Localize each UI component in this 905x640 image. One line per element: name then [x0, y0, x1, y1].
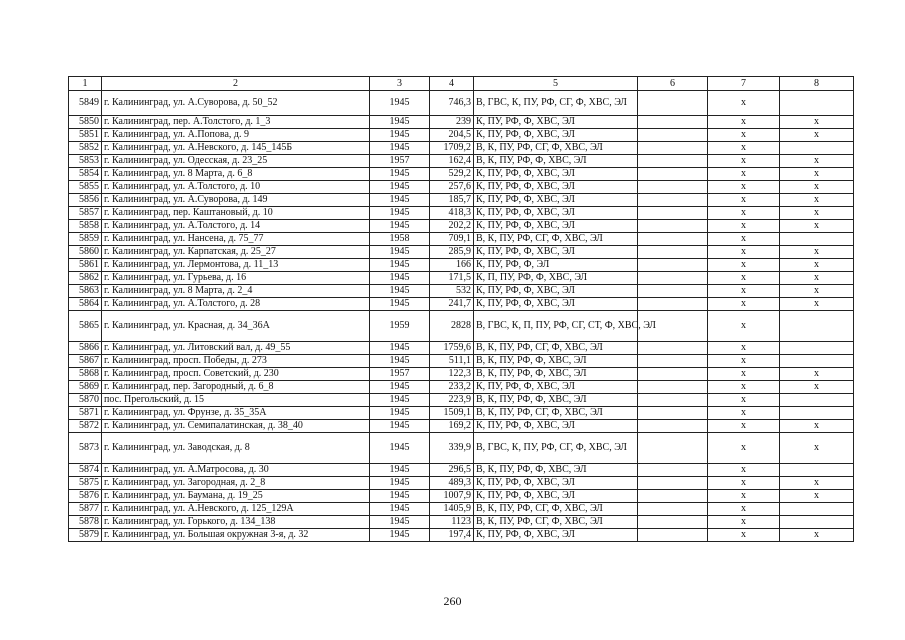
systems-cell: К, ПУ, РФ, Ф, ХВС, ЭЛ [474, 529, 638, 542]
col8-cell [780, 355, 854, 368]
table-row [69, 272, 854, 285]
area-cell: 1405,9 [430, 503, 474, 516]
col8-cell [780, 142, 854, 155]
row-number: 5864 [69, 298, 102, 311]
area-cell: 2828 [430, 311, 474, 342]
year-cell: 1945 [370, 142, 430, 155]
header-row [69, 77, 854, 91]
col6-cell [638, 91, 708, 116]
address-cell: г. Калининград, ул. А.Толстого, д. 14 [102, 220, 370, 233]
col8-cell: х [780, 272, 854, 285]
area-cell: 171,5 [430, 272, 474, 285]
year-cell: 1957 [370, 368, 430, 381]
systems-cell: К, ПУ, РФ, Ф, ХВС, ЭЛ [474, 246, 638, 259]
address-cell: г. Калининград, ул. Семипалатинская, д. 38_40 [102, 420, 370, 433]
year-cell: 1945 [370, 490, 430, 503]
systems-cell: К, ПУ, РФ, Ф, ХВС, ЭЛ [474, 285, 638, 298]
systems-cell: В, К, ПУ, РФ, Ф, ХВС, ЭЛ [474, 368, 638, 381]
col7-cell: х [708, 155, 780, 168]
systems-cell: В, К, ПУ, РФ, СГ, Ф, ХВС, ЭЛ [474, 142, 638, 155]
year-cell: 1945 [370, 207, 430, 220]
area-cell: 122,3 [430, 368, 474, 381]
col7-cell: х [708, 433, 780, 464]
col7-cell: х [708, 91, 780, 116]
col8-cell: х [780, 368, 854, 381]
address-cell: г. Калининград, ул. Красная, д. 34_36А [102, 311, 370, 342]
row-number: 5874 [69, 464, 102, 477]
col7-cell: х [708, 381, 780, 394]
col8-cell: х [780, 116, 854, 129]
col7-cell: х [708, 207, 780, 220]
col6-cell [638, 181, 708, 194]
table-row [69, 490, 854, 503]
col8-cell: х [780, 381, 854, 394]
systems-cell: В, К, ПУ, РФ, СГ, Ф, ХВС, ЭЛ [474, 516, 638, 529]
address-cell: г. Калининград, ул. А.Матросова, д. 30 [102, 464, 370, 477]
area-cell: 239 [430, 116, 474, 129]
systems-cell: В, К, ПУ, РФ, Ф, ХВС, ЭЛ [474, 155, 638, 168]
col8-cell: х [780, 246, 854, 259]
row-number: 5871 [69, 407, 102, 420]
year-cell: 1945 [370, 342, 430, 355]
col6-cell [638, 503, 708, 516]
table-row [69, 181, 854, 194]
address-cell: г. Калининград, ул. А.Попова, д. 9 [102, 129, 370, 142]
systems-cell: В, К, ПУ, РФ, Ф, ХВС, ЭЛ [474, 464, 638, 477]
year-cell: 1945 [370, 116, 430, 129]
address-cell: г. Калининград, ул. А.Невского, д. 125_129А [102, 503, 370, 516]
area-cell: 197,4 [430, 529, 474, 542]
col7-cell: х [708, 220, 780, 233]
address-cell: г. Калининград, ул. Баумана, д. 19_25 [102, 490, 370, 503]
table-row [69, 298, 854, 311]
col6-cell [638, 233, 708, 246]
table-row [69, 207, 854, 220]
row-number: 5868 [69, 368, 102, 381]
row-number: 5856 [69, 194, 102, 207]
col8-cell: х [780, 129, 854, 142]
row-number: 5877 [69, 503, 102, 516]
row-number: 5860 [69, 246, 102, 259]
col6-cell [638, 220, 708, 233]
col7-cell: х [708, 168, 780, 181]
area-cell: 204,5 [430, 129, 474, 142]
area-cell: 169,2 [430, 420, 474, 433]
col8-cell [780, 91, 854, 116]
col8-cell: х [780, 490, 854, 503]
table-row [69, 194, 854, 207]
col6-cell [638, 529, 708, 542]
year-cell: 1945 [370, 129, 430, 142]
table-row [69, 503, 854, 516]
systems-cell: К, ПУ, РФ, Ф, ХВС, ЭЛ [474, 194, 638, 207]
year-cell: 1945 [370, 477, 430, 490]
address-cell: пос. Прегольский, д. 15 [102, 394, 370, 407]
year-cell: 1945 [370, 220, 430, 233]
row-number: 5866 [69, 342, 102, 355]
area-cell: 1759,6 [430, 342, 474, 355]
row-number: 5878 [69, 516, 102, 529]
address-cell: г. Калининград, ул. Одесская, д. 23_25 [102, 155, 370, 168]
systems-cell: К, ПУ, РФ, Ф, ХВС, ЭЛ [474, 490, 638, 503]
area-cell: 511,1 [430, 355, 474, 368]
col-header-1: 1 [69, 77, 102, 91]
col6-cell [638, 272, 708, 285]
table-row [69, 116, 854, 129]
table-row [69, 155, 854, 168]
col8-cell [780, 464, 854, 477]
systems-cell: К, ПУ, РФ, Ф, ХВС, ЭЛ [474, 381, 638, 394]
col-header-2: 2 [102, 77, 370, 91]
col8-cell: х [780, 285, 854, 298]
col6-cell [638, 355, 708, 368]
col6-cell [638, 477, 708, 490]
area-cell: 529,2 [430, 168, 474, 181]
area-cell: 162,4 [430, 155, 474, 168]
year-cell: 1945 [370, 181, 430, 194]
address-cell: г. Калининград, ул. Литовский вал, д. 49_55 [102, 342, 370, 355]
year-cell: 1945 [370, 381, 430, 394]
area-cell: 296,5 [430, 464, 474, 477]
col8-cell [780, 342, 854, 355]
table-row [69, 246, 854, 259]
table-row [69, 259, 854, 272]
address-cell: г. Калининград, просп. Победы, д. 273 [102, 355, 370, 368]
address-cell: г. Калининград, ул. 8 Марта, д. 2_4 [102, 285, 370, 298]
area-cell: 1123 [430, 516, 474, 529]
col6-cell [638, 142, 708, 155]
col7-cell: х [708, 490, 780, 503]
row-number: 5859 [69, 233, 102, 246]
systems-cell: В, К, ПУ, РФ, СГ, Ф, ХВС, ЭЛ [474, 233, 638, 246]
col8-cell: х [780, 168, 854, 181]
systems-cell: В, К, ПУ, РФ, Ф, ХВС, ЭЛ [474, 394, 638, 407]
year-cell: 1945 [370, 407, 430, 420]
systems-cell: В, ГВС, К, ПУ, РФ, СГ, Ф, ХВС, ЭЛ [474, 433, 638, 464]
col6-cell [638, 433, 708, 464]
row-number: 5854 [69, 168, 102, 181]
register-table [68, 76, 854, 542]
area-cell: 202,2 [430, 220, 474, 233]
col7-cell: х [708, 355, 780, 368]
col8-cell [780, 233, 854, 246]
col6-cell [638, 368, 708, 381]
col7-cell: х [708, 368, 780, 381]
address-cell: г. Калининград, пер. Загородный, д. 6_8 [102, 381, 370, 394]
col-header-4: 4 [430, 77, 474, 91]
table-row [69, 355, 854, 368]
area-cell: 285,9 [430, 246, 474, 259]
row-number: 5851 [69, 129, 102, 142]
address-cell: г. Калининград, ул. Загородная, д. 2_8 [102, 477, 370, 490]
row-number: 5855 [69, 181, 102, 194]
col7-cell: х [708, 233, 780, 246]
col8-cell: х [780, 420, 854, 433]
col7-cell: х [708, 311, 780, 342]
year-cell: 1945 [370, 503, 430, 516]
col8-cell: х [780, 298, 854, 311]
row-number: 5875 [69, 477, 102, 490]
row-number: 5865 [69, 311, 102, 342]
row-number: 5853 [69, 155, 102, 168]
col6-cell [638, 464, 708, 477]
col6-cell [638, 116, 708, 129]
row-number: 5863 [69, 285, 102, 298]
row-number: 5858 [69, 220, 102, 233]
systems-cell: К, ПУ, РФ, Ф, ХВС, ЭЛ [474, 420, 638, 433]
systems-cell: В, К, ПУ, РФ, СГ, Ф, ХВС, ЭЛ [474, 342, 638, 355]
col8-cell [780, 516, 854, 529]
col8-cell: х [780, 220, 854, 233]
area-cell: 1007,9 [430, 490, 474, 503]
address-cell: г. Калининград, ул. Гурьева, д. 16 [102, 272, 370, 285]
col6-cell [638, 168, 708, 181]
table-row [69, 368, 854, 381]
year-cell: 1945 [370, 259, 430, 272]
table-row [69, 407, 854, 420]
row-number: 5867 [69, 355, 102, 368]
systems-cell: К, ПУ, РФ, Ф, ХВС, ЭЛ [474, 477, 638, 490]
col6-cell [638, 259, 708, 272]
year-cell: 1945 [370, 516, 430, 529]
area-cell: 1509,1 [430, 407, 474, 420]
col7-cell: х [708, 516, 780, 529]
address-cell: г. Калининград, пер. А.Толстого, д. 1_3 [102, 116, 370, 129]
col6-cell [638, 129, 708, 142]
table-row [69, 129, 854, 142]
table-row [69, 142, 854, 155]
row-number: 5876 [69, 490, 102, 503]
col6-cell [638, 516, 708, 529]
address-cell: г. Калининград, ул. А.Толстого, д. 10 [102, 181, 370, 194]
address-cell: г. Калининград, ул. Большая окружная 3-я, д. 32 [102, 529, 370, 542]
address-cell: г. Калининград, ул. А.Суворова, д. 50_52 [102, 91, 370, 116]
year-cell: 1945 [370, 194, 430, 207]
systems-cell: В, К, ПУ, РФ, СГ, Ф, ХВС, ЭЛ [474, 407, 638, 420]
table-row [69, 394, 854, 407]
address-cell: г. Калининград, ул. Заводская, д. 8 [102, 433, 370, 464]
table-row [69, 91, 854, 116]
col7-cell: х [708, 477, 780, 490]
col-header-7: 7 [708, 77, 780, 91]
col7-cell: х [708, 464, 780, 477]
col6-cell [638, 207, 708, 220]
year-cell: 1945 [370, 285, 430, 298]
col6-cell [638, 381, 708, 394]
systems-cell: В, К, ПУ, РФ, СГ, Ф, ХВС, ЭЛ [474, 503, 638, 516]
year-cell: 1959 [370, 311, 430, 342]
area-cell: 257,6 [430, 181, 474, 194]
col7-cell: х [708, 407, 780, 420]
systems-cell: К, ПУ, РФ, Ф, ХВС, ЭЛ [474, 168, 638, 181]
col8-cell: х [780, 194, 854, 207]
area-cell: 185,7 [430, 194, 474, 207]
col-header-5: 5 [474, 77, 638, 91]
area-cell: 489,3 [430, 477, 474, 490]
year-cell: 1945 [370, 168, 430, 181]
col7-cell: х [708, 503, 780, 516]
col7-cell: х [708, 394, 780, 407]
page-number: 260 [443, 594, 462, 608]
year-cell: 1945 [370, 529, 430, 542]
col7-cell: х [708, 116, 780, 129]
col8-cell [780, 503, 854, 516]
row-number: 5873 [69, 433, 102, 464]
row-number: 5869 [69, 381, 102, 394]
col7-cell: х [708, 272, 780, 285]
systems-cell: К, ПУ, РФ, Ф, ХВС, ЭЛ [474, 129, 638, 142]
col-header-6: 6 [638, 77, 708, 91]
address-cell: г. Калининград, ул. Горького, д. 134_138 [102, 516, 370, 529]
systems-cell: К, ПУ, РФ, Ф, ХВС, ЭЛ [474, 116, 638, 129]
year-cell: 1945 [370, 355, 430, 368]
col7-cell: х [708, 246, 780, 259]
table-row [69, 516, 854, 529]
year-cell: 1957 [370, 155, 430, 168]
area-cell: 532 [430, 285, 474, 298]
year-cell: 1945 [370, 91, 430, 116]
table-row [69, 220, 854, 233]
year-cell: 1945 [370, 246, 430, 259]
table-row [69, 433, 854, 464]
systems-cell: К, ПУ, РФ, Ф, ХВС, ЭЛ [474, 181, 638, 194]
area-cell: 241,7 [430, 298, 474, 311]
address-cell: г. Калининград, ул. А.Толстого, д. 28 [102, 298, 370, 311]
area-cell: 339,9 [430, 433, 474, 464]
col6-cell [638, 194, 708, 207]
systems-cell: В, ГВС, К, П, ПУ, РФ, СГ, СТ, Ф, ХВС, ЭЛ [474, 311, 638, 342]
col7-cell: х [708, 142, 780, 155]
row-number: 5861 [69, 259, 102, 272]
area-cell: 418,3 [430, 207, 474, 220]
col6-cell [638, 407, 708, 420]
address-cell: г. Калининград, ул. Фрунзе, д. 35_35А [102, 407, 370, 420]
col7-cell: х [708, 129, 780, 142]
col6-cell [638, 394, 708, 407]
col8-cell: х [780, 207, 854, 220]
year-cell: 1958 [370, 233, 430, 246]
table-row [69, 233, 854, 246]
address-cell: г. Калининград, ул. Нансена, д. 75_77 [102, 233, 370, 246]
table-row [69, 529, 854, 542]
col8-cell: х [780, 181, 854, 194]
col8-cell [780, 311, 854, 342]
col8-cell [780, 394, 854, 407]
year-cell: 1945 [370, 464, 430, 477]
year-cell: 1945 [370, 433, 430, 464]
col8-cell: х [780, 529, 854, 542]
row-number: 5879 [69, 529, 102, 542]
row-number: 5870 [69, 394, 102, 407]
systems-cell: В, ГВС, К, ПУ, РФ, СГ, Ф, ХВС, ЭЛ [474, 91, 638, 116]
area-cell: 746,3 [430, 91, 474, 116]
col-header-8: 8 [780, 77, 854, 91]
table-row [69, 464, 854, 477]
col6-cell [638, 342, 708, 355]
address-cell: г. Калининград, ул. 8 Марта, д. 6_8 [102, 168, 370, 181]
area-cell: 1709,2 [430, 142, 474, 155]
col6-cell [638, 298, 708, 311]
year-cell: 1945 [370, 394, 430, 407]
col7-cell: х [708, 285, 780, 298]
year-cell: 1945 [370, 420, 430, 433]
col-header-3: 3 [370, 77, 430, 91]
address-cell: г. Калининград, пер. Каштановый, д. 10 [102, 207, 370, 220]
systems-cell: В, К, ПУ, РФ, Ф, ХВС, ЭЛ [474, 355, 638, 368]
col6-cell [638, 490, 708, 503]
systems-cell: К, ПУ, РФ, Ф, ХВС, ЭЛ [474, 298, 638, 311]
table-row [69, 477, 854, 490]
row-number: 5849 [69, 91, 102, 116]
table-row [69, 311, 854, 342]
col7-cell: х [708, 259, 780, 272]
col8-cell [780, 407, 854, 420]
table-row [69, 381, 854, 394]
col7-cell: х [708, 181, 780, 194]
col8-cell: х [780, 477, 854, 490]
table-row [69, 168, 854, 181]
col6-cell [638, 285, 708, 298]
col7-cell: х [708, 298, 780, 311]
systems-cell: К, ПУ, РФ, Ф, ЭЛ [474, 259, 638, 272]
address-cell: г. Калининград, ул. Карпатская, д. 25_27 [102, 246, 370, 259]
row-number: 5872 [69, 420, 102, 433]
row-number: 5862 [69, 272, 102, 285]
systems-cell: К, П, ПУ, РФ, Ф, ХВС, ЭЛ [474, 272, 638, 285]
area-cell: 233,2 [430, 381, 474, 394]
row-number: 5850 [69, 116, 102, 129]
col6-cell [638, 246, 708, 259]
table-row [69, 342, 854, 355]
systems-cell: К, ПУ, РФ, Ф, ХВС, ЭЛ [474, 220, 638, 233]
address-cell: г. Калининград, ул. Лермонтова, д. 11_13 [102, 259, 370, 272]
address-cell: г. Калининград, ул. А.Суворова, д. 149 [102, 194, 370, 207]
area-cell: 709,1 [430, 233, 474, 246]
col8-cell: х [780, 155, 854, 168]
col7-cell: х [708, 342, 780, 355]
table-row [69, 285, 854, 298]
col7-cell: х [708, 194, 780, 207]
systems-cell: К, ПУ, РФ, Ф, ХВС, ЭЛ [474, 207, 638, 220]
col6-cell [638, 420, 708, 433]
row-number: 5852 [69, 142, 102, 155]
row-number: 5857 [69, 207, 102, 220]
area-cell: 223,9 [430, 394, 474, 407]
address-cell: г. Калининград, просп. Советский, д. 230 [102, 368, 370, 381]
col8-cell: х [780, 259, 854, 272]
table-row [69, 420, 854, 433]
table-body [69, 91, 854, 542]
area-cell: 166 [430, 259, 474, 272]
col7-cell: х [708, 420, 780, 433]
col6-cell [638, 155, 708, 168]
year-cell: 1945 [370, 272, 430, 285]
col8-cell: х [780, 433, 854, 464]
address-cell: г. Калининград, ул. А.Невского, д. 145_145Б [102, 142, 370, 155]
col7-cell: х [708, 529, 780, 542]
year-cell: 1945 [370, 298, 430, 311]
